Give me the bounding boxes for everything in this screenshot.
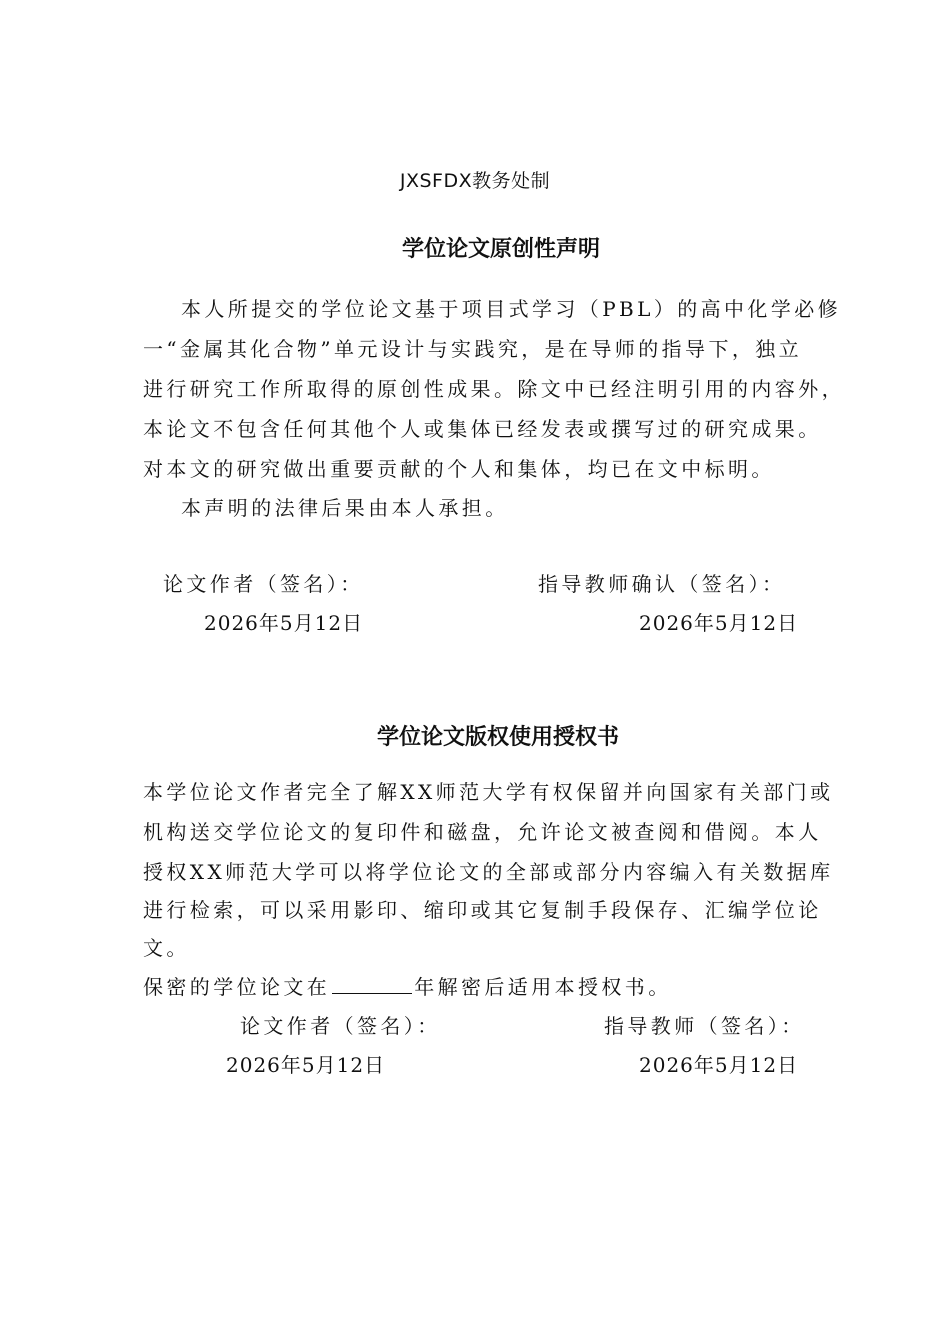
authorization-line: 授权XX师范大学可以将学位论文的全部或部分内容编入有关数据库 [143,860,834,884]
authorization-line: 文。 [143,936,190,960]
confidential-statement [143,971,672,1000]
declaration-line: 本论文不包含任何其他个人或集体已经发表或撰写过的研究成果。 [143,417,822,441]
declaration-line: 对本文的研究做出重要贡献的个人和集体，均已在文中标明。 [143,457,775,481]
authorization-advisor-date: 2026年5月12日 [639,1053,799,1077]
declaration-advisor-date: 2026年5月12日 [639,611,799,635]
declaration-author-sign-label: 论文作者（签名）： [163,572,364,596]
authorization-line: 进行检索，可以采用影印、缩印或其它复制手段保存、汇编学位论 [143,898,822,922]
authorization-title: 学位论文版权使用授权书 [376,725,619,750]
declaration-line: 一“金属其化合物”单元设计与实践究，是在导师的指导下，独立 [143,337,803,361]
declaration-title: 学位论文原创性声明 [401,237,600,262]
declaration-line: 进行研究工作所取得的原创性成果。除文中已经注明引用的内容外， [143,377,845,401]
authorization-advisor-sign-label: 指导教师（签名）： [604,1014,805,1038]
years-blank-field [332,975,412,994]
declaration-line: 本人所提交的学位论文基于项目式学习（PBL）的高中化学必修 [181,297,842,321]
authorization-author-sign-label: 论文作者（签名）： [240,1014,441,1038]
authorization-line: 机构送交学位论文的复印件和磁盘，允许论文被查阅和借阅。本人 [143,820,822,844]
page-header: JXSFDX教务处制 [399,170,551,192]
declaration-line: 本声明的法律后果由本人承担。 [181,496,509,520]
declaration-advisor-sign-label: 指导教师确认（签名）： [538,572,786,596]
confidential-suffix: 年解密后适用本授权书。 [414,975,672,999]
authorization-line: 本学位论文作者完全了解XX师范大学有权保留并向国家有关部门或 [143,780,834,804]
authorization-author-date: 2026年5月12日 [226,1053,386,1077]
confidential-prefix: 保密的学位论文在 [143,975,331,999]
declaration-author-date: 2026年5月12日 [204,611,364,635]
